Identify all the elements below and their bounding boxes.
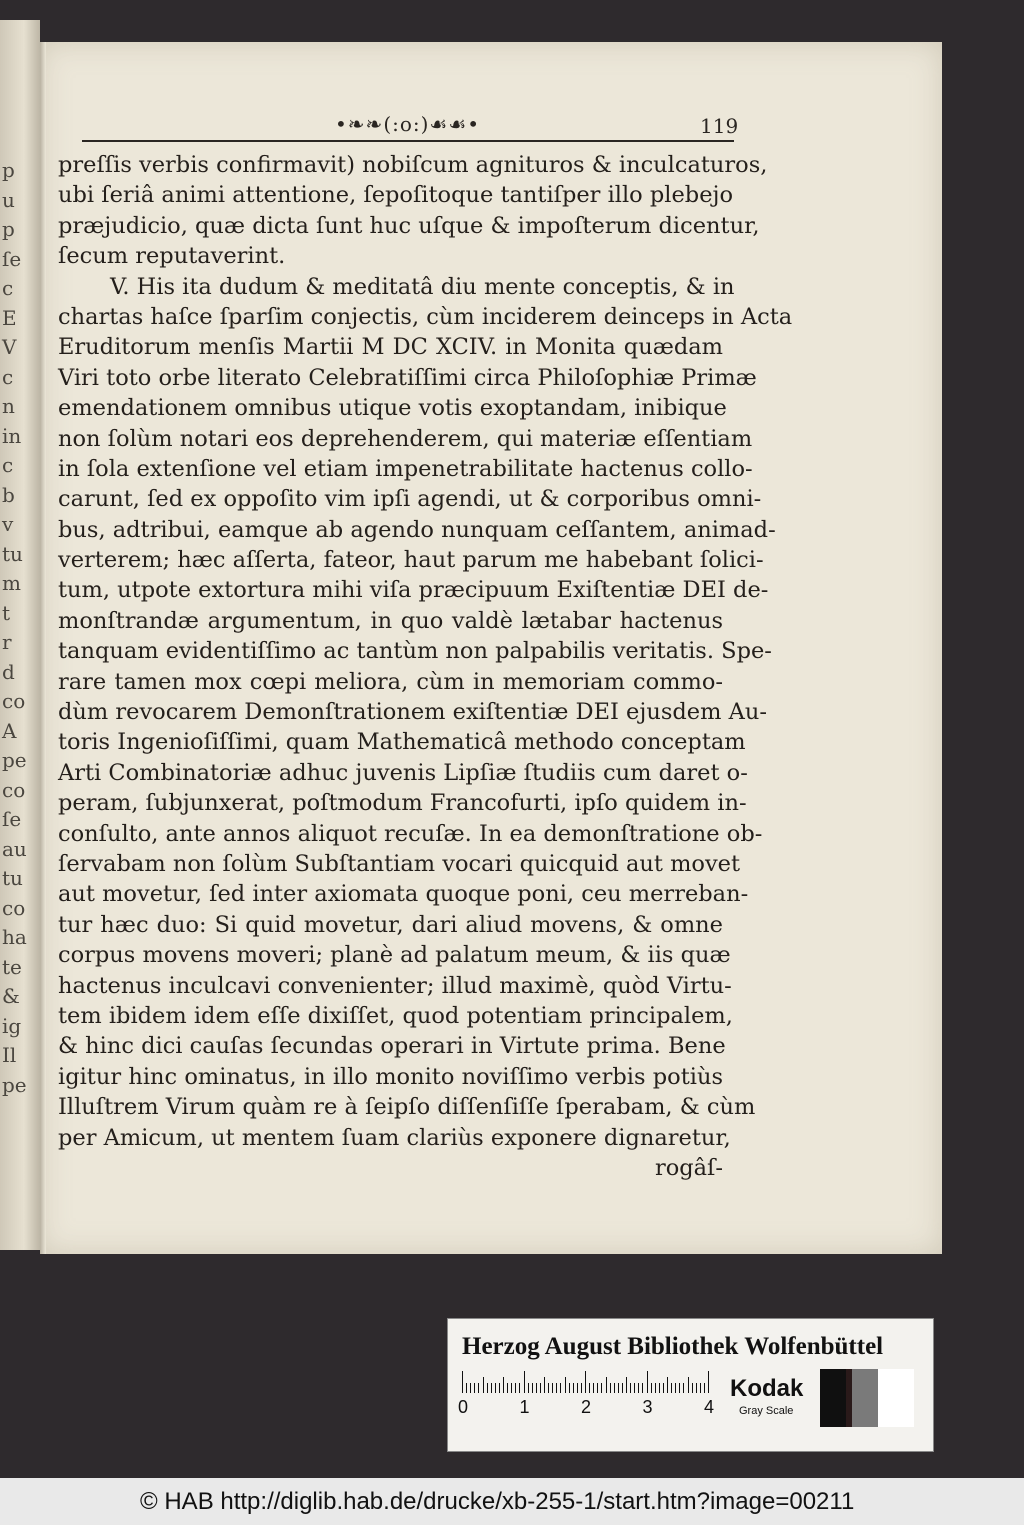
institution-label: Herzog August Bibliothek Wolfenbüttel (462, 1333, 884, 1360)
ruler-tick (540, 1383, 541, 1393)
text-line: aut movetur, ſed inter axiomata quoque poni, ceu merreban- (58, 881, 749, 908)
text-line: igitur hinc ominatus, in illo monito noviſſimo verbis potiùs (58, 1063, 723, 1090)
margin-fragment: v (2, 512, 14, 536)
margin-fragment: te (2, 954, 22, 979)
ruler-tick (536, 1383, 537, 1393)
margin-fragment: in (2, 423, 22, 448)
margin-fragment: d (2, 659, 15, 684)
margin-fragment: b (2, 482, 15, 507)
margin-fragment: c (2, 453, 14, 477)
margin-fragment: au (2, 836, 27, 861)
ruler-tick (499, 1383, 500, 1393)
text-line: corpus movens moveri; planè ad palatum meum, & iis quæ (58, 942, 731, 969)
ruler-tick (618, 1383, 619, 1393)
margin-fragment: co (2, 777, 26, 802)
ruler-tick (552, 1383, 553, 1393)
ruler-tick (671, 1383, 672, 1393)
text-line: in ſola extenſione vel etiam impenetrabilitate hactenus collo- (58, 455, 753, 482)
ruler-tick (606, 1377, 607, 1393)
ruler-tick (495, 1383, 496, 1393)
ruler-tick (589, 1383, 590, 1393)
ruler-tick (565, 1377, 566, 1393)
ruler-tick (491, 1383, 492, 1393)
margin-fragment: t (2, 600, 11, 625)
copyright-url: © HAB http://diglib.hab.de/drucke/xb-255-1/start.htm?image=00211 (140, 1488, 855, 1515)
scale-ruler (458, 1373, 722, 1417)
text-line: V. His ita dudum & meditatâ diu mente conceptis, & in (110, 273, 735, 300)
ruler-tick (483, 1377, 484, 1393)
ruler-tick (704, 1383, 705, 1393)
text-line: ubi ſeriâ animi attentione, ſepoſitoque tantiſper illo plebejo (58, 182, 734, 209)
text-line: monſtrandæ argumentum, in quo valdè lætabar hactenus (58, 607, 723, 634)
ruler-tick (478, 1383, 479, 1393)
ruler-tick (474, 1383, 475, 1393)
ruler-tick (638, 1383, 639, 1393)
margin-fragment: c (2, 364, 14, 389)
ruler-tick (642, 1383, 643, 1393)
margin-fragment: tu (2, 541, 23, 566)
margin-fragment: V (2, 335, 17, 359)
ruler-tick (544, 1377, 545, 1393)
ruler-tick (503, 1377, 504, 1393)
ruler-number: 0 (458, 1397, 469, 1417)
margin-fragment: pe (2, 1072, 27, 1097)
ruler-tick (683, 1383, 684, 1393)
text-line: bus, adtribui, eamque ab agendo nunquam ceſſantem, animad- (58, 516, 776, 543)
footer-bar (0, 1478, 1024, 1525)
gray-swatch (852, 1369, 878, 1427)
text-line: dùm revocarem Demonſtrationem exiſtentiæ DEI ejusdem Au- (58, 699, 767, 726)
ruler-number: 4 (704, 1397, 715, 1417)
ruler-tick (659, 1383, 660, 1393)
margin-fragment: ſe (2, 246, 22, 271)
ruler-tick (528, 1383, 529, 1393)
ruler-tick (630, 1383, 631, 1393)
color-target (447, 1318, 934, 1452)
ruler-tick (577, 1383, 578, 1393)
ruler-tick (585, 1371, 586, 1393)
ruler-number: 1 (519, 1397, 530, 1417)
margin-fragment: u (2, 187, 15, 212)
ruler-tick (556, 1383, 557, 1393)
gray-swatch (878, 1369, 914, 1427)
margin-fragment: E (2, 305, 17, 330)
ruler-tick (696, 1383, 697, 1393)
ruler-tick (622, 1383, 623, 1393)
text-line: tur hæc duo: Si quid movetur, dari aliud movens, & omne (58, 911, 723, 938)
body-text (58, 150, 793, 1183)
margin-fragment: Il (2, 1043, 17, 1067)
margin-fragment: pe (2, 748, 27, 772)
margin-fragment: m (2, 571, 21, 595)
ruler-tick (655, 1383, 656, 1393)
ruler-tick (634, 1383, 635, 1393)
text-line: preſſis verbis confirmavit) nobiſcum agnituros & inculcaturos, (58, 152, 768, 178)
ruler-tick (610, 1383, 611, 1393)
text-line: rogâſ- (654, 1154, 723, 1181)
ruler-tick (647, 1371, 648, 1393)
text-line: tum, utpote extortura mihi viſa præcipuum Exiſtentiæ DEI de- (58, 577, 769, 604)
text-line: tanquam evidentiſſimo ac tantùm non palpabilis veritatis. Spe- (58, 638, 772, 665)
ruler-tick (515, 1383, 516, 1393)
text-line: hactenus inculcavi convenienter; illud maximè, quòd Virtu- (58, 972, 732, 999)
margin-fragment: & (2, 984, 20, 1008)
page-gutter (40, 42, 46, 1254)
margin-fragment: co (2, 895, 26, 920)
ruler-number: 3 (642, 1397, 653, 1417)
margin-fragment: p (2, 217, 15, 241)
ruler-tick (511, 1383, 512, 1393)
header-rule (82, 140, 734, 142)
kodak-logo: Kodak (730, 1375, 804, 1402)
ruler-tick (692, 1383, 693, 1393)
margin-fragment: ha (2, 925, 27, 949)
page-header (80, 112, 740, 142)
text-line: ſecum reputaverint. (58, 243, 286, 270)
ruler-tick (675, 1383, 676, 1393)
ruler-tick (651, 1383, 652, 1393)
margin-fragment: co (2, 689, 26, 713)
ruler-tick (663, 1383, 664, 1393)
text-line: Viri toto orbe literato Celebratiſſimi circa Philoſophiæ Primæ (58, 364, 757, 391)
text-line: emendationem omnibus utique votis exoptandam, inibique (58, 395, 727, 422)
text-line: conſulto, ante annos aliquot recuſæ. In ea demonſtratione ob- (58, 820, 763, 847)
text-line: carunt, ſed ex oppoſito vim ipſi agendi, ut & corporibus omni- (58, 486, 762, 513)
ruler-tick (679, 1383, 680, 1393)
margin-fragment: ſe (2, 807, 22, 831)
ruler-tick (470, 1383, 471, 1393)
ruler-tick (548, 1383, 549, 1393)
ruler-tick (532, 1383, 533, 1393)
text-line: per Amicum, ut mentem ſuam clariùs exponere dignaretur, (58, 1124, 731, 1151)
text-line: ſervabam non ſolùm Subſtantiam vocari quicquid aut movet (58, 850, 741, 877)
margin-fragment: p (2, 158, 15, 182)
text-line: Illuſtrem Virum quàm re à ſeipſo diſſenſiſſe ſperabam, & cùm (58, 1094, 756, 1121)
ruler-tick (601, 1383, 602, 1393)
text-line: verterem; hæc aſſerta, fateor, haut parum me habebant ſolici- (58, 547, 764, 574)
text-line: præjudicio, quæ dicta ſunt huc uſque & impoſterum dicentur, (58, 212, 760, 239)
margin-fragment: r (2, 630, 12, 654)
text-line: peram, ſubjunxerat, poſtmodum Francofurti, ipſo quidem in- (58, 790, 747, 817)
ruler-tick (569, 1383, 570, 1393)
ruler-tick (524, 1371, 525, 1393)
margin-fragment: c (2, 276, 14, 300)
text-line: toris Ingenioſiſſimi, quam Mathematicâ methodo conceptam (58, 729, 746, 756)
ruler-tick (573, 1383, 574, 1393)
ruler-tick (507, 1383, 508, 1393)
ruler-tick (462, 1371, 463, 1393)
ruler-tick (614, 1383, 615, 1393)
text-line: chartas haſce ſparſim conjectis, cùm inciderem deinceps in Acta (58, 303, 793, 330)
text-line: & hinc dici cauſas ſecundas operari in Virtute prima. Bene (58, 1033, 726, 1060)
ruler-tick (487, 1383, 488, 1393)
ruler-tick (593, 1383, 594, 1393)
margin-fragment: tu (2, 866, 23, 890)
ruler-tick (708, 1371, 709, 1393)
previous-page-edge (0, 20, 40, 1250)
ruler-tick (519, 1383, 520, 1393)
ruler-tick (597, 1383, 598, 1393)
ruler-tick (626, 1377, 627, 1393)
ruler-tick (466, 1383, 467, 1393)
ruler-number: 2 (581, 1397, 592, 1417)
text-line: non ſolùm notari eos deprehenderem, qui materiæ eſſentiam (58, 425, 753, 452)
gray-swatch (820, 1369, 846, 1427)
text-line: rare tamen mox cœpi meliora, cùm in memoriam commo- (58, 668, 723, 695)
text-line: tem ibidem idem eſſe dixiſſet, quod potentiam principalem, (58, 1002, 733, 1029)
margin-fragment: n (2, 394, 15, 418)
gray-scale-label: Gray Scale (739, 1405, 794, 1417)
ruler-tick (688, 1377, 689, 1393)
margin-fragment: A (2, 718, 17, 743)
text-line: Eruditorum menſis Martii M DC XCIV. in Monita quædam (58, 334, 723, 361)
page-number: 119 (700, 114, 739, 138)
text-line: Arti Combinatoriæ adhuc juvenis Lipſiæ ſtudiis cum daret o- (58, 759, 748, 786)
ruler-tick (581, 1383, 582, 1393)
ruler-tick (560, 1383, 561, 1393)
ruler-tick (700, 1383, 701, 1393)
margin-fragment: ig (2, 1013, 22, 1038)
ruler-tick (667, 1377, 668, 1393)
header-ornament: •❧❧(:o:)☙☙• (335, 112, 481, 136)
